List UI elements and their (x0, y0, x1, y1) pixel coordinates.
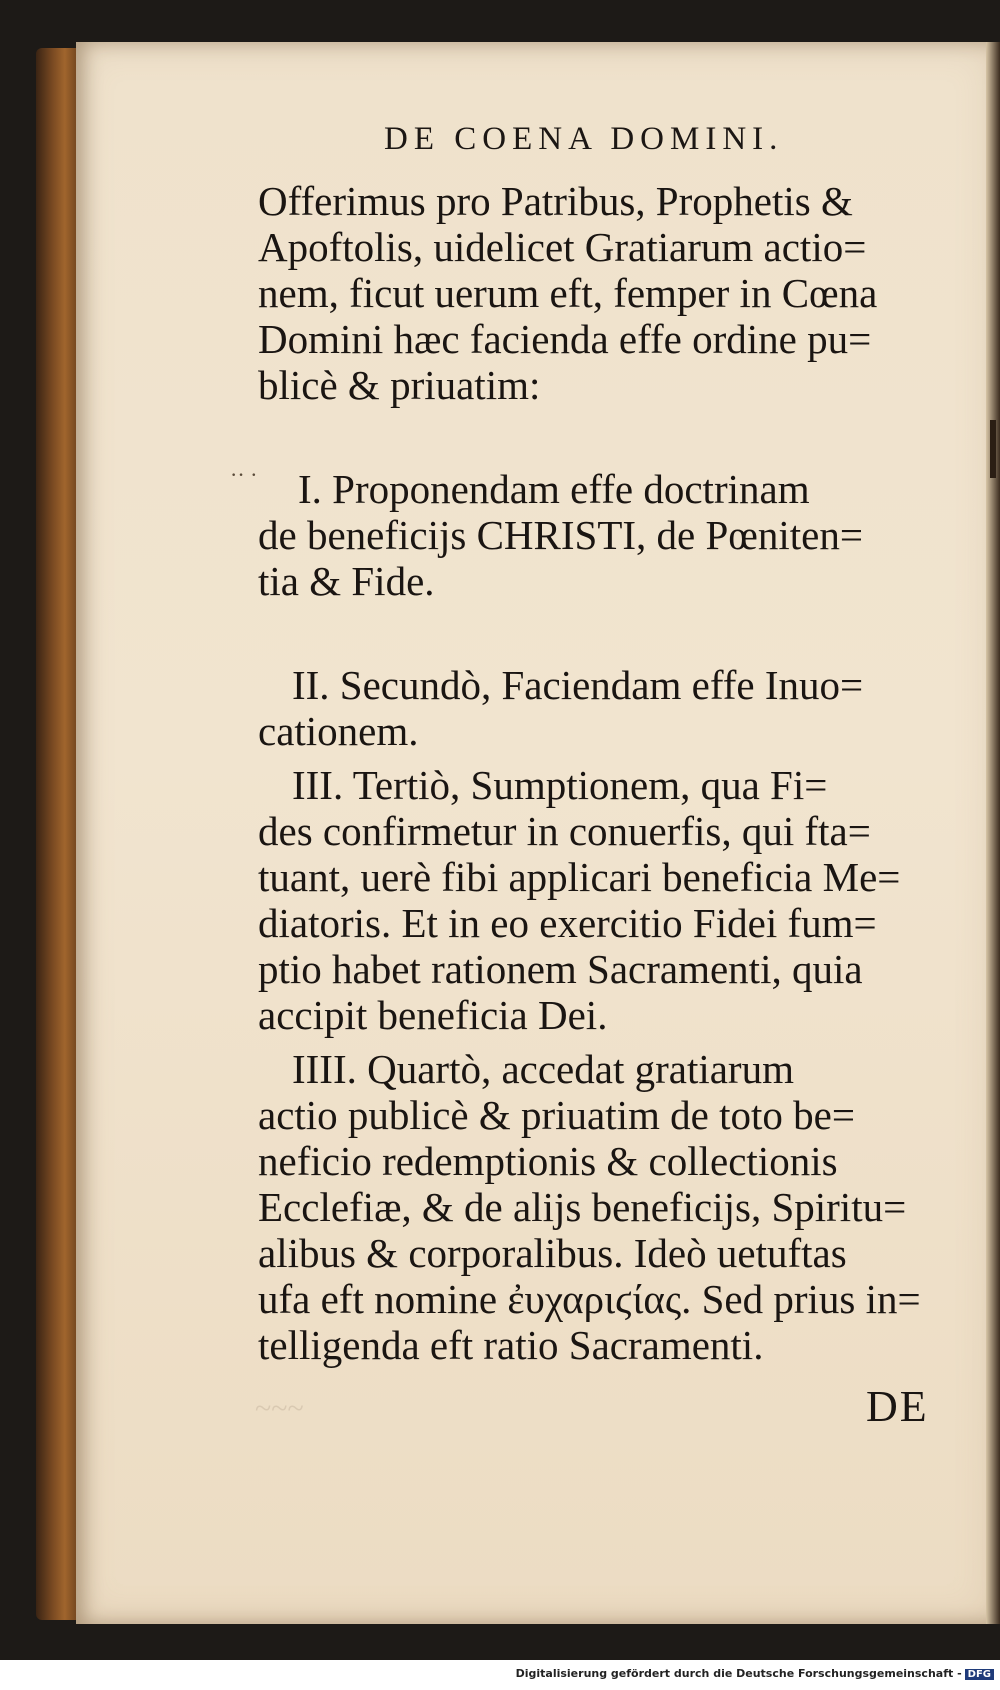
text-line: Ecclefiæ, & de alijs beneficijs, Spiritu= (258, 1184, 907, 1230)
ink-speck: ·· · (230, 462, 258, 487)
text-line: ptio habet rationem Sacramenti, quia (258, 946, 863, 992)
text-line: IIII. Quartò, accedat gratiarum (292, 1046, 794, 1092)
text-line: accipit beneficia Dei. (258, 992, 608, 1038)
digitization-credit (516, 1667, 994, 1680)
text-line: III. Tertiò, Sumptionem, qua Fi= (292, 762, 828, 808)
running-head: DE COENA DOMINI. (384, 121, 784, 157)
page-right-edge (986, 42, 1000, 1624)
text-line: Apoftolis, uidelicet Gratiarum actio= (258, 224, 867, 270)
text-line: de beneficijs CHRISTI, de Pœniten= (258, 512, 863, 558)
page-tab-mark (990, 420, 996, 478)
text-line: I. Proponendam effe doctrinam (298, 466, 810, 512)
text-line: alibus & corporalibus. Ideò uetuftas (258, 1230, 847, 1276)
credit-text: Digitalisierung gefördert durch die Deutsche Forschungsgemeinschaft - (515, 1667, 962, 1680)
body-text (258, 178, 958, 1368)
text-line: Domini hæc facienda effe ordine pu= (258, 316, 872, 362)
text-line: tuant, uerè fibi applicari beneficia Me= (258, 854, 901, 900)
text-line: telligenda eft ratio Sacramenti. (258, 1322, 764, 1368)
text-line: ufa eft nomine ἐυχαριϛίας. Sed prius in= (258, 1276, 921, 1322)
text-line: neficio redemptionis & collectionis (258, 1138, 838, 1184)
dfg-logo: DFG (965, 1669, 994, 1680)
text-line: des confirmetur in conuerfis, qui fta= (258, 808, 871, 854)
text-line: nem, ficut uerum eft, femper in Cœna (258, 270, 878, 316)
text-line: diatoris. Et in eo exercitio Fidei fum= (258, 900, 877, 946)
text-line: cationem. (258, 708, 419, 754)
catchword: DE (866, 1382, 929, 1431)
text-line: Offerimus pro Patribus, Prophetis & (258, 178, 853, 224)
text-line: actio publicè & priuatim de toto be= (258, 1092, 855, 1138)
text-line: blicè & priuatim: (258, 362, 541, 408)
text-line: tia & Fide. (258, 558, 435, 604)
text-line: II. Secundò, Faciendam effe Inuo= (292, 662, 864, 708)
show-through-ink: ~~~ (255, 1392, 304, 1425)
